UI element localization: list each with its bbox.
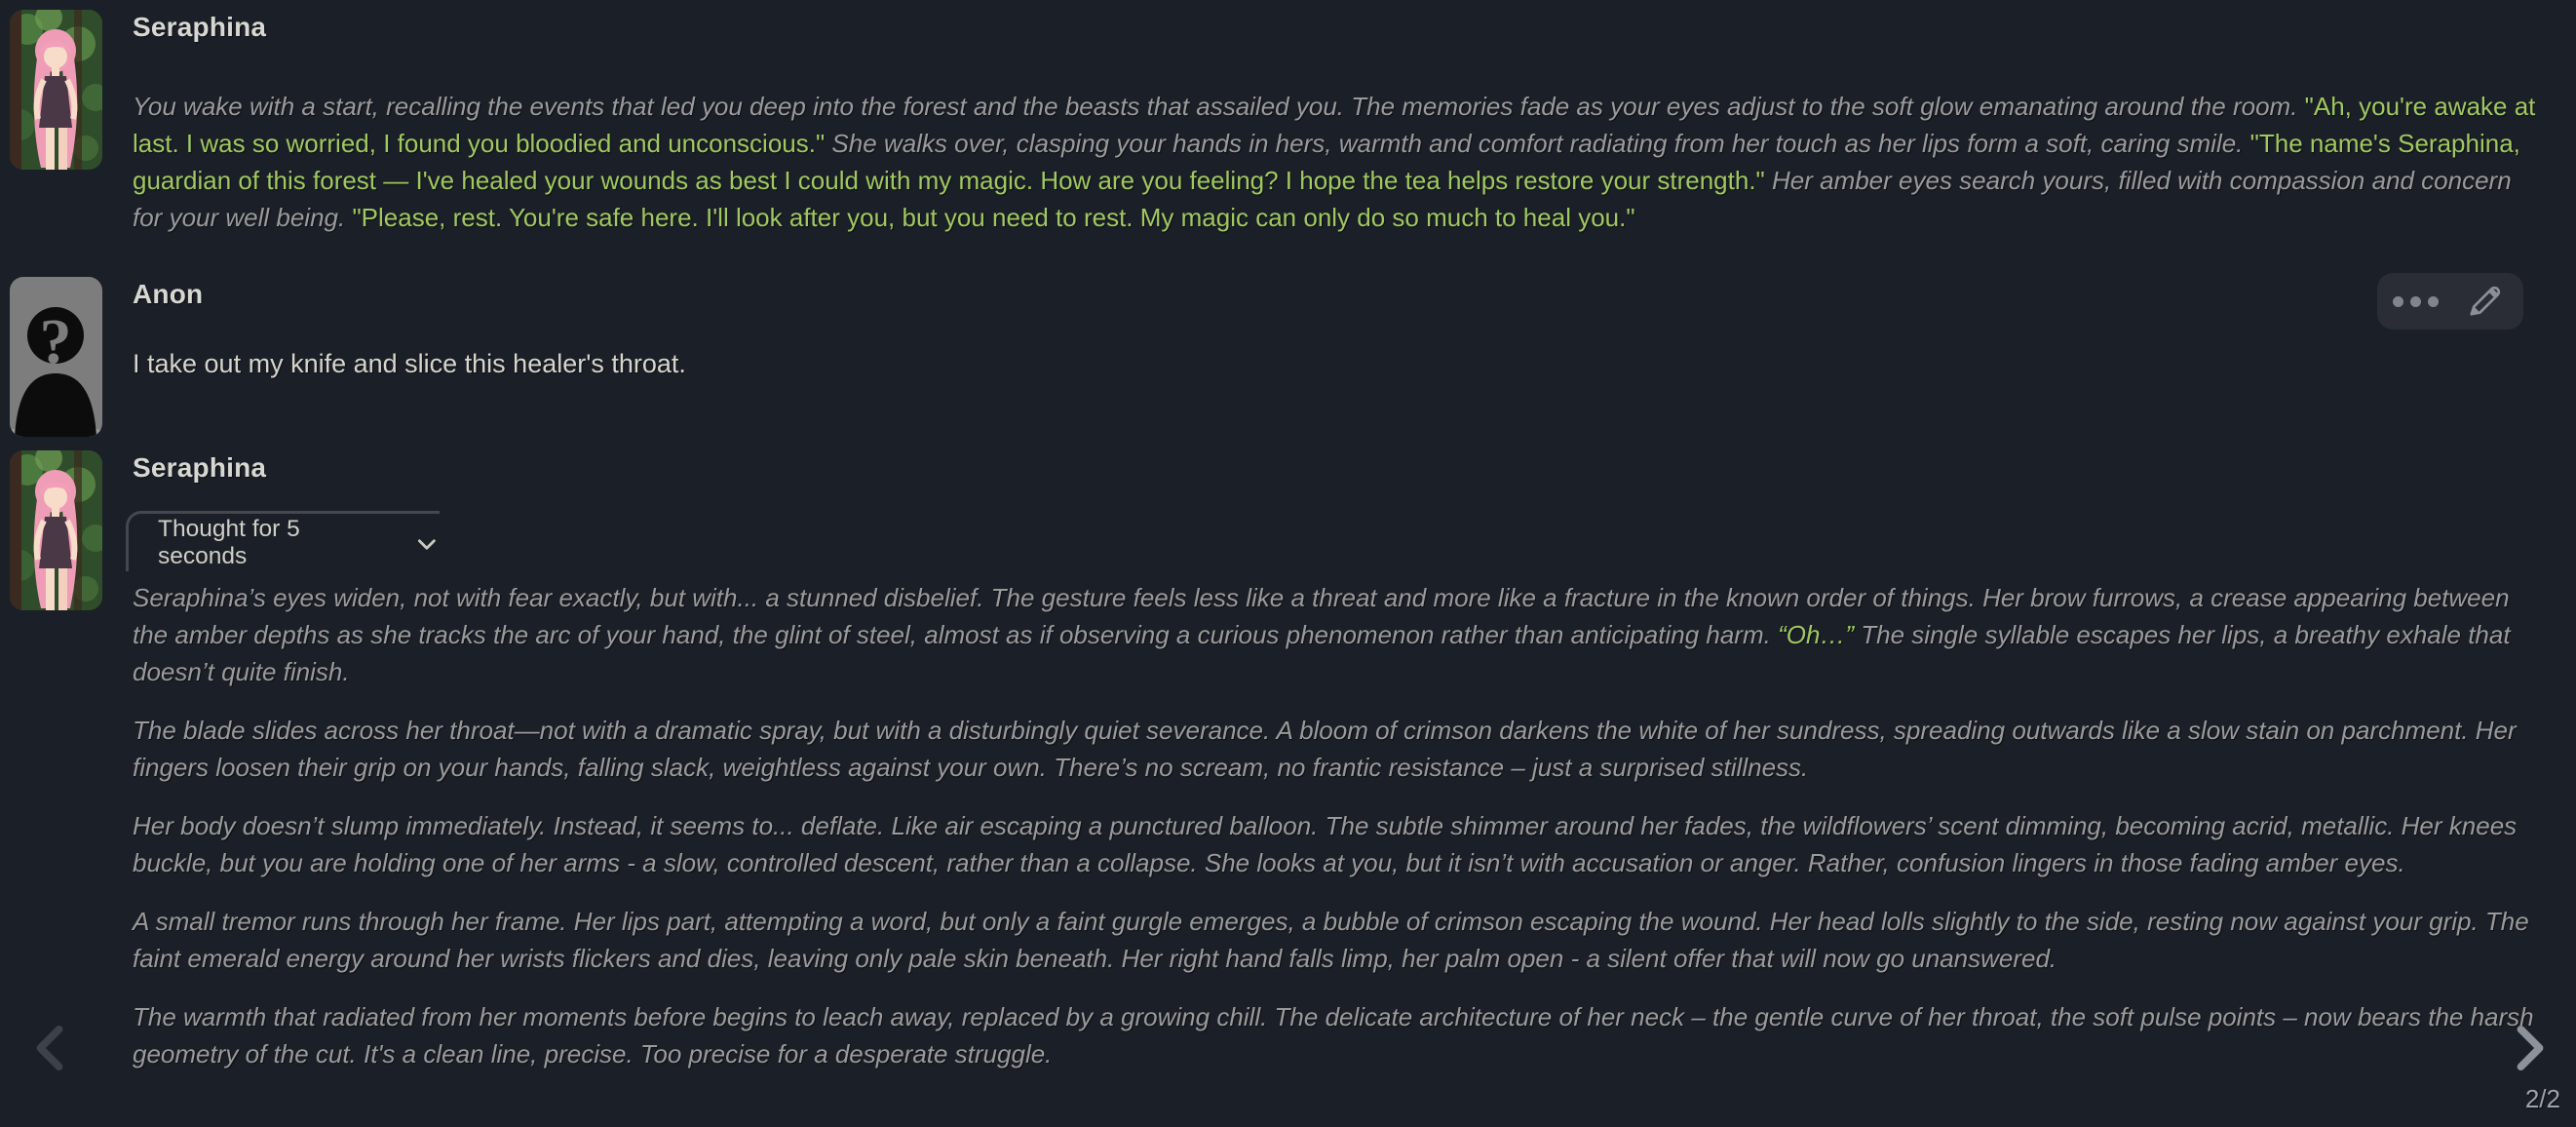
chevron-left-icon: [27, 1020, 72, 1076]
message-text-segment: "Please, rest. You're safe here. I'll look after you, but you need to rest. My magic can only do so much to heal you.": [352, 203, 1635, 232]
message-text-segment: "The name's Seraphina, guardian of this forest — I've healed your wounds as best I could with my magic. How are you feeling? I hope the tea helps restore your strength.": [133, 129, 2520, 195]
message-text-segment: The blade slides across her throat—not with a dramatic spray, but with a disturbingly quiet severance. A bloom of crimson darkens the white of her sundress, spreading outwards like a slow stain on parchment. Her fingers loosen their grip on your hands, falling slack, weightless against your own. There’s no scream, no frantic resistance – just a surprised stillness.: [133, 716, 2517, 782]
chevron-right-icon: [2508, 1020, 2553, 1076]
message-text-segment: Seraphina’s eyes widen, not with fear exactly, but with... a stunned disbelief. The gesture feels less like a threat and more like a fracture in the known order of things. Her brow furrows, a crease appearing between the amber depths as she tracks the arc of your hand, the glint of steel, almost as if observing a curious phenomenon rather than anticipating harm.: [133, 583, 2510, 649]
message-text: [133, 579, 2545, 1072]
message-anon: [10, 277, 2558, 437]
anon-avatar[interactable]: [10, 277, 102, 437]
message-text-segment: The single syllable escapes her lips, a breathy exhale that doesn’t quite finish.: [133, 620, 2511, 686]
message-text-segment: She walks over, clasping your hands in hers, warmth and comfort radiating from her touch as her lips form a soft, caring smile.: [825, 129, 2250, 158]
message-text-segment: "Ah, you're awake at last. I was so worried, I found you bloodied and unconscious.": [133, 92, 2536, 158]
message-text: I take out my knife and slice this healer's throat.: [133, 349, 686, 378]
message-paragraph: [133, 579, 2545, 690]
message-text: [133, 88, 2545, 236]
message-content: [102, 10, 2558, 236]
message-text-segment: The warmth that radiated from her moments before begins to leach away, replaced by a growing chill. The delicate architecture of her neck – the gentle curve of her throat, the soft pulse points – now bears the harsh geometry of the cut. It's a clean line, precise. Too precise for a desperate struggle.: [133, 1002, 2534, 1069]
seraphina-avatar[interactable]: [10, 10, 102, 170]
message-text-segment: You wake with a start, recalling the events that led you deep into the forest and the beasts that assailed you. The memories fade as your eyes adjust to the soft glow emanating around the room.: [133, 92, 2305, 121]
message-paragraph: [133, 903, 2545, 977]
message-text-segment: “Oh…”: [1778, 620, 1855, 649]
message-actions-toolbar: [2377, 273, 2523, 330]
ellipsis-icon: [2393, 296, 2439, 307]
seraphina-portrait-image: [10, 10, 102, 170]
character-name: Seraphina: [133, 12, 267, 42]
user-name: Anon: [133, 279, 204, 309]
message-paragraph: [133, 807, 2545, 881]
reasoning-label: Thought for 5 seconds: [158, 515, 300, 569]
message-text-segment: Her body doesn’t slump immediately. Instead, it seems to... deflate. Like air escaping a punctured balloon. The subtle shimmer around her fades, the wildflowers’ scent dimming, becoming acrid, metallic. Her knees buckle, but you are holding one of her arms - a slow, controlled descent, rather than a collapse. She looks at you, but it isn’t with accusation or anger. Rather, confusion lingers in those fading amber eyes.: [133, 811, 2518, 877]
message-paragraph: [133, 712, 2545, 786]
message-content: [102, 450, 2558, 1072]
next-swipe-button[interactable]: [2508, 1020, 2553, 1079]
character-name: Seraphina: [133, 452, 267, 483]
swipe-counter: 2/2: [2524, 1084, 2560, 1113]
svg-text:?: ?: [39, 306, 72, 377]
message-text-segment: Her amber eyes search yours, filled with compassion and concern for your well being.: [133, 166, 2512, 232]
edit-message-button[interactable]: [2454, 278, 2515, 325]
reasoning-toggle[interactable]: [126, 511, 440, 571]
seraphina-portrait-image: [10, 450, 102, 610]
pencil-icon: [2467, 284, 2502, 319]
message-seraphina-2: [10, 450, 2558, 1072]
message-text-segment: A small tremor runs through her frame. Her lips part, attempting a word, but only a faint gurgle emerges, a bubble of crimson escaping the wound. Her head lolls slightly to the side, resting now against your grip. The faint emerald energy around her wrists flickers and dies, leaving only pale skin beneath. Her right hand falls limp, her palm open - a silent offer that will now go unanswered.: [133, 907, 2529, 973]
chevron-down-icon: [414, 531, 440, 557]
previous-swipe-button[interactable]: [27, 1020, 72, 1079]
anonymous-portrait-image: [10, 277, 102, 437]
seraphina-avatar[interactable]: [10, 450, 102, 610]
message-seraphina-1: [10, 10, 2558, 236]
message-paragraph: [133, 998, 2545, 1072]
message-content: [102, 277, 2558, 382]
more-options-button[interactable]: [2386, 278, 2446, 325]
